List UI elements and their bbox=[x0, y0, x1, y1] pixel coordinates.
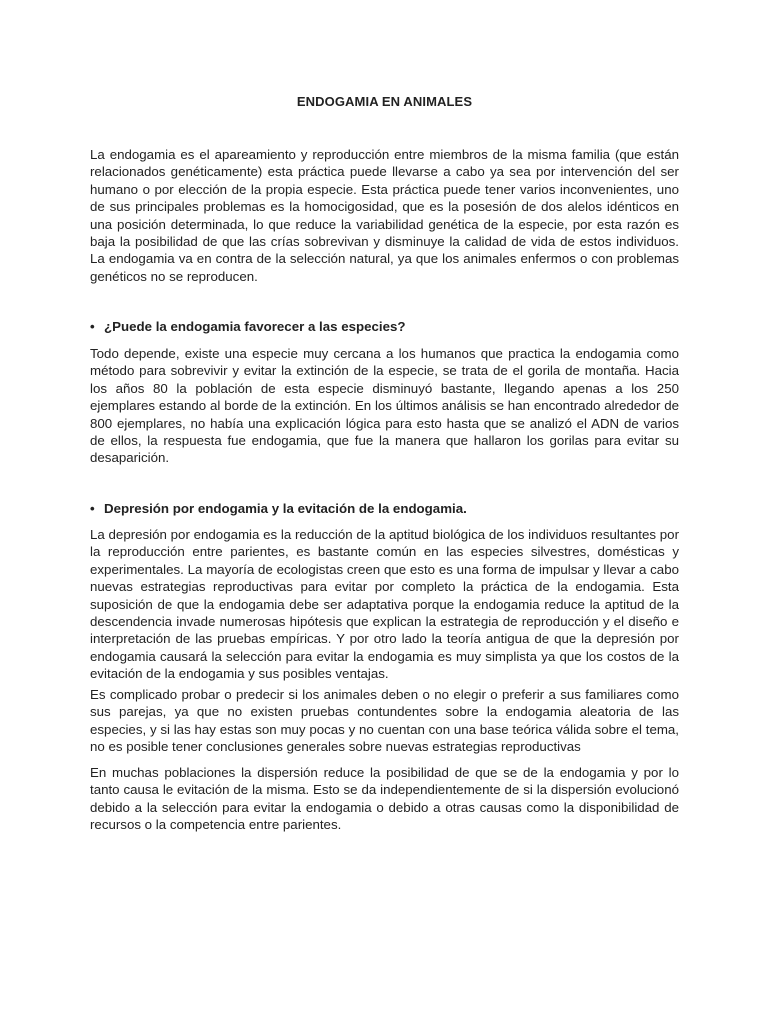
section-heading-2-text: Depresión por endogamia y la evitación de la endogamia. bbox=[104, 501, 467, 516]
section-heading-1-text: ¿Puede la endogamia favorecer a las especies? bbox=[104, 319, 406, 334]
intro-paragraph: La endogamia es el apareamiento y reproducción entre miembros de la misma familia (que están relacionados genéticamente) esta práctica puede llevarse a cabo ya sea por intervención del ser humano o por elección de la propia especie. Esta práctica puede tener varios inconvenientes, uno de sus principales problemas es la homocigosidad, que es la posesión de dos alelos idénticos en una posición determinada, lo que reduce la variabilidad genética de la especie, por esta razón es baja la posibilidad de que las crías sobrevivan y disminuye la calidad de vida de estos individuos. La endogamia va en contra de la selección natural, ya que los animales enfermos o con problemas genéticos no se reproducen. bbox=[90, 147, 679, 284]
bullet-icon: • bbox=[90, 319, 95, 334]
section-heading-2 bbox=[90, 500, 679, 517]
bullet-icon: • bbox=[90, 501, 95, 516]
section-heading-1 bbox=[90, 318, 679, 335]
section-2-paragraph-3: En muchas poblaciones la dispersión reduce la posibilidad de que se de la endogamia y por lo tanto causa le evitación de la misma. Esto se da independientemente de si la dispersión evolucionó debido a la selección para evitar la endogamia o debido a otras causas como la disponibilidad de recursos o la competencia entre parientes. bbox=[90, 765, 679, 833]
section-1-paragraph-1: Todo depende, existe una especie muy cercana a los humanos que practica la endogamia como método para sobrevivir y evitar la extinción de la especie, se trata de el gorila de montaña. Hacia los años 80 la población de esta especie disminuyó bastante, llegando apenas a los 250 ejemplares estando al borde de la extinción. En los últimos análisis se han encontrado alrededor de 800 ejemplares, no había una explicación lógica para esto hasta que se analizó el ADN de varios de ellos, la respuesta fue endogamia, que fue la manera que hallaron los gorilas para evitar su desaparición. bbox=[90, 346, 679, 466]
section-2-paragraph-1: La depresión por endogamia es la reducción de la aptitud biológica de los individuos resultantes por la reproducción entre parientes, es bastante común en las especies silvestres, domésticas y experimentales. La mayoría de ecologistas creen que esto es una forma de impulsar y llevar a cabo nuevas estrategias reproductivas para evitar por completo la práctica de la endogamia. Esta suposición de que la endogamia debe ser adaptativa porque la endogamia reduce la aptitud de la descendencia invade numerosas hipótesis que explican la estrategia de reproducción y el diseño e interpretación de las pruebas empíricas. Y por otro lado la teoría antigua de que la depresión por endogamia causará la selección para evitar la endogamia es muy simplista ya que los costos de la evitación de la endogamia y sus posibles ventajas. bbox=[90, 527, 679, 682]
section-2-paragraph-2: Es complicado probar o predecir si los animales deben o no elegir o preferir a sus familiares como sus parejas, ya que no existen pruebas contundentes sobre la endogamia aleatoria de las especies, y si las hay estas son muy pocas y no cuentan con una base teórica válida sobre el tema, no es posible tener conclusiones generales sobre nuevas estrategias reproductivas bbox=[90, 687, 679, 755]
document-title: ENDOGAMIA EN ANIMALES bbox=[296, 94, 473, 109]
